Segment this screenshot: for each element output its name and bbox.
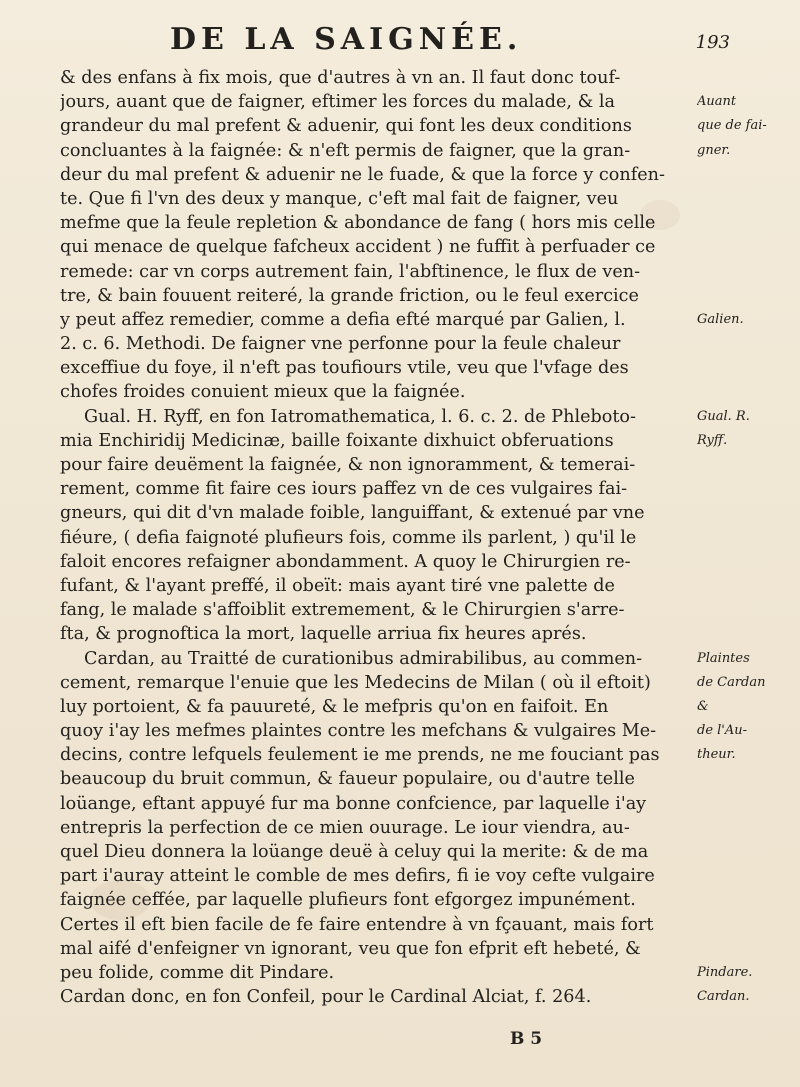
text-line: beaucoup du bruit commun, & faueur populaire, ou d'autre telle: [60, 769, 635, 790]
margin-notes: [697, 66, 797, 1009]
margin-note: Ryff.: [697, 432, 728, 448]
margin-note: [697, 356, 797, 380]
text-line: fiéure, ( defia faignoté plufieurs fois, comme ils parlent, ) qu'il le: [60, 527, 637, 548]
margin-note: [697, 453, 797, 477]
text-line: fufant, & l'ayant preffé, il obeït: mais ayant tiré vne palette de: [60, 575, 615, 596]
margin-note: &: [697, 698, 709, 714]
text-line: part i'auray atteint le comble de mes defirs, fi ie voy cefte vulgaire: [60, 866, 655, 887]
text-line: Gual. H. Ryff, en fon Iatromathematica, l. 6. c. 2. de Phleboto-: [84, 406, 636, 427]
text-line: Certes il eft bien facile de fe faire entendre à vn fçauant, mais fort: [60, 914, 654, 935]
margin-note: [697, 913, 797, 937]
margin-note: [697, 888, 797, 912]
text-line: quoy i'ay les mefmes plaintes contre les mefchans & vulgaires Me-: [60, 721, 657, 742]
text-line: fta, & prognoftica la mort, laquelle arriua fix heures aprés.: [60, 624, 587, 645]
margin-note: Auant: [697, 94, 737, 110]
text-line: tre, & bain fouuent reiteré, la grande friction, ou le feul exercice: [60, 285, 639, 306]
text-line: mia Enchiridij Medicinæ, baille foixante dixhuict obferuations: [60, 430, 614, 451]
margin-note: [697, 767, 797, 791]
margin-note: de Cardan: [697, 674, 766, 690]
text-line: & des enfans à fix mois, que d'autres à vn an. Il faut donc touf-: [60, 68, 621, 88]
page-number: 193: [695, 32, 730, 53]
text-line: Cardan, au Traitté de curationibus admirabilibus, au commen-: [84, 648, 643, 669]
text-line: loüange, eftant appuyé fur ma bonne confcience, par laquelle i'ay: [60, 793, 647, 814]
margin-note: Galien.: [697, 311, 744, 327]
text-line: chofes froides conuient mieux que la faignée.: [60, 382, 466, 403]
page-header: [60, 22, 740, 62]
text-line: mefme que la feule repletion & abondance de fang ( hors mis celle: [60, 213, 656, 234]
margin-note: [697, 864, 797, 888]
margin-note: Pindare.: [697, 964, 753, 980]
margin-note: [697, 526, 797, 550]
body-text: [60, 66, 690, 1009]
text-line: gneurs, qui dit d'vn malade foible, languiffant, & extenué par vne: [60, 503, 645, 524]
margin-note: Gual. R.: [697, 408, 750, 424]
text-line: quel Dieu donnera la loüange deuë à celuy qui la merite: & de ma: [60, 842, 649, 862]
margin-note: [697, 501, 797, 525]
text-line: Cardan donc, en fon Confeil, pour le Cardinal Alciat, f. 264.: [60, 987, 592, 1008]
running-title: DE LA SAIGNÉE.: [170, 22, 523, 57]
margin-note: [697, 235, 797, 259]
text-line: qui menace de quelque fafcheux accident ) ne fuffit à perfuader ce: [60, 237, 656, 258]
margin-note: [697, 816, 797, 840]
margin-note: gner.: [697, 142, 731, 158]
text-line: faignée ceffée, par laquelle plufieurs font efgorgez impunément.: [60, 890, 636, 911]
margin-note: [697, 332, 797, 356]
margin-note: [697, 792, 797, 816]
margin-note: de l'Au-: [697, 723, 748, 739]
text-line: mal aifé d'enfeigner vn ignorant, veu que fon efprit eft hebeté, &: [60, 938, 641, 959]
text-line: remede: car vn corps autrement fain, l'abftinence, le flux de ven-: [60, 261, 641, 282]
text-line: cement, remarque l'enuie que les Medecins de Milan ( où il eftoit): [60, 672, 651, 693]
text-line: te. Que fi l'vn des deux y manque, c'eft mal fait de faigner, veu: [60, 188, 619, 209]
margin-note: que de fai-: [697, 118, 767, 134]
margin-note: [697, 260, 797, 284]
margin-note: [697, 284, 797, 308]
margin-note: [697, 937, 797, 961]
text-line: entrepris la perfection de ce mien ouurage. Le iour viendra, au-: [60, 817, 630, 838]
margin-note: [697, 598, 797, 622]
margin-note: Cardan.: [697, 989, 750, 1005]
margin-note: Plaintes: [697, 650, 750, 666]
text-line: rement, comme fit faire ces iours paffez vn de ces vulgaires fai-: [60, 479, 628, 500]
margin-note: [697, 550, 797, 574]
margin-note: [697, 574, 797, 598]
margin-note: [697, 622, 797, 646]
margin-note: [697, 163, 797, 187]
text-line: exceffiue du foye, il n'eft pas toufiours vtile, veu que l'vfage des: [60, 358, 629, 379]
text-line: y peut affez remedier, comme a defia efté marqué par Galien, l.: [60, 309, 626, 330]
margin-note: [697, 477, 797, 501]
text-line: faloit encores refaigner abondamment. A quoy le Chirurgien re-: [60, 551, 631, 572]
margin-note: [697, 187, 797, 211]
text-line: pour faire deuëment la faignée, & non ignoramment, & temerai-: [60, 455, 636, 475]
text-line: 2. c. 6. Methodi. De faigner vne perfonne pour la feule chaleur: [60, 334, 621, 355]
text-line: decins, contre lefquels feulement ie me prends, ne me fouciant pas: [60, 745, 660, 766]
margin-note: [697, 380, 797, 404]
text-line: concluantes à la faignée: & n'eft permis de faigner, que la gran-: [60, 140, 631, 161]
signature-mark: B 5: [510, 1029, 543, 1049]
text-line: peu folide, comme dit Pindare.: [60, 962, 335, 983]
margin-note: [697, 211, 797, 235]
margin-note: [697, 66, 797, 90]
margin-note: [697, 840, 797, 864]
text-line: grandeur du mal prefent & aduenir, qui font les deux conditions: [60, 116, 632, 137]
text-line: fang, le malade s'affoiblit extremement, & le Chirurgien s'arre-: [60, 600, 625, 621]
text-line: luy portoient, & fa pauureté, & le mefpris qu'on en faifoit. En: [60, 696, 609, 717]
text-line: jours, auant que de faigner, eftimer les forces du malade, & la: [60, 92, 615, 113]
margin-note: theur.: [697, 747, 736, 763]
text-line: deur du mal prefent & aduenir ne le fuade, & que la force y confen-: [60, 164, 665, 185]
